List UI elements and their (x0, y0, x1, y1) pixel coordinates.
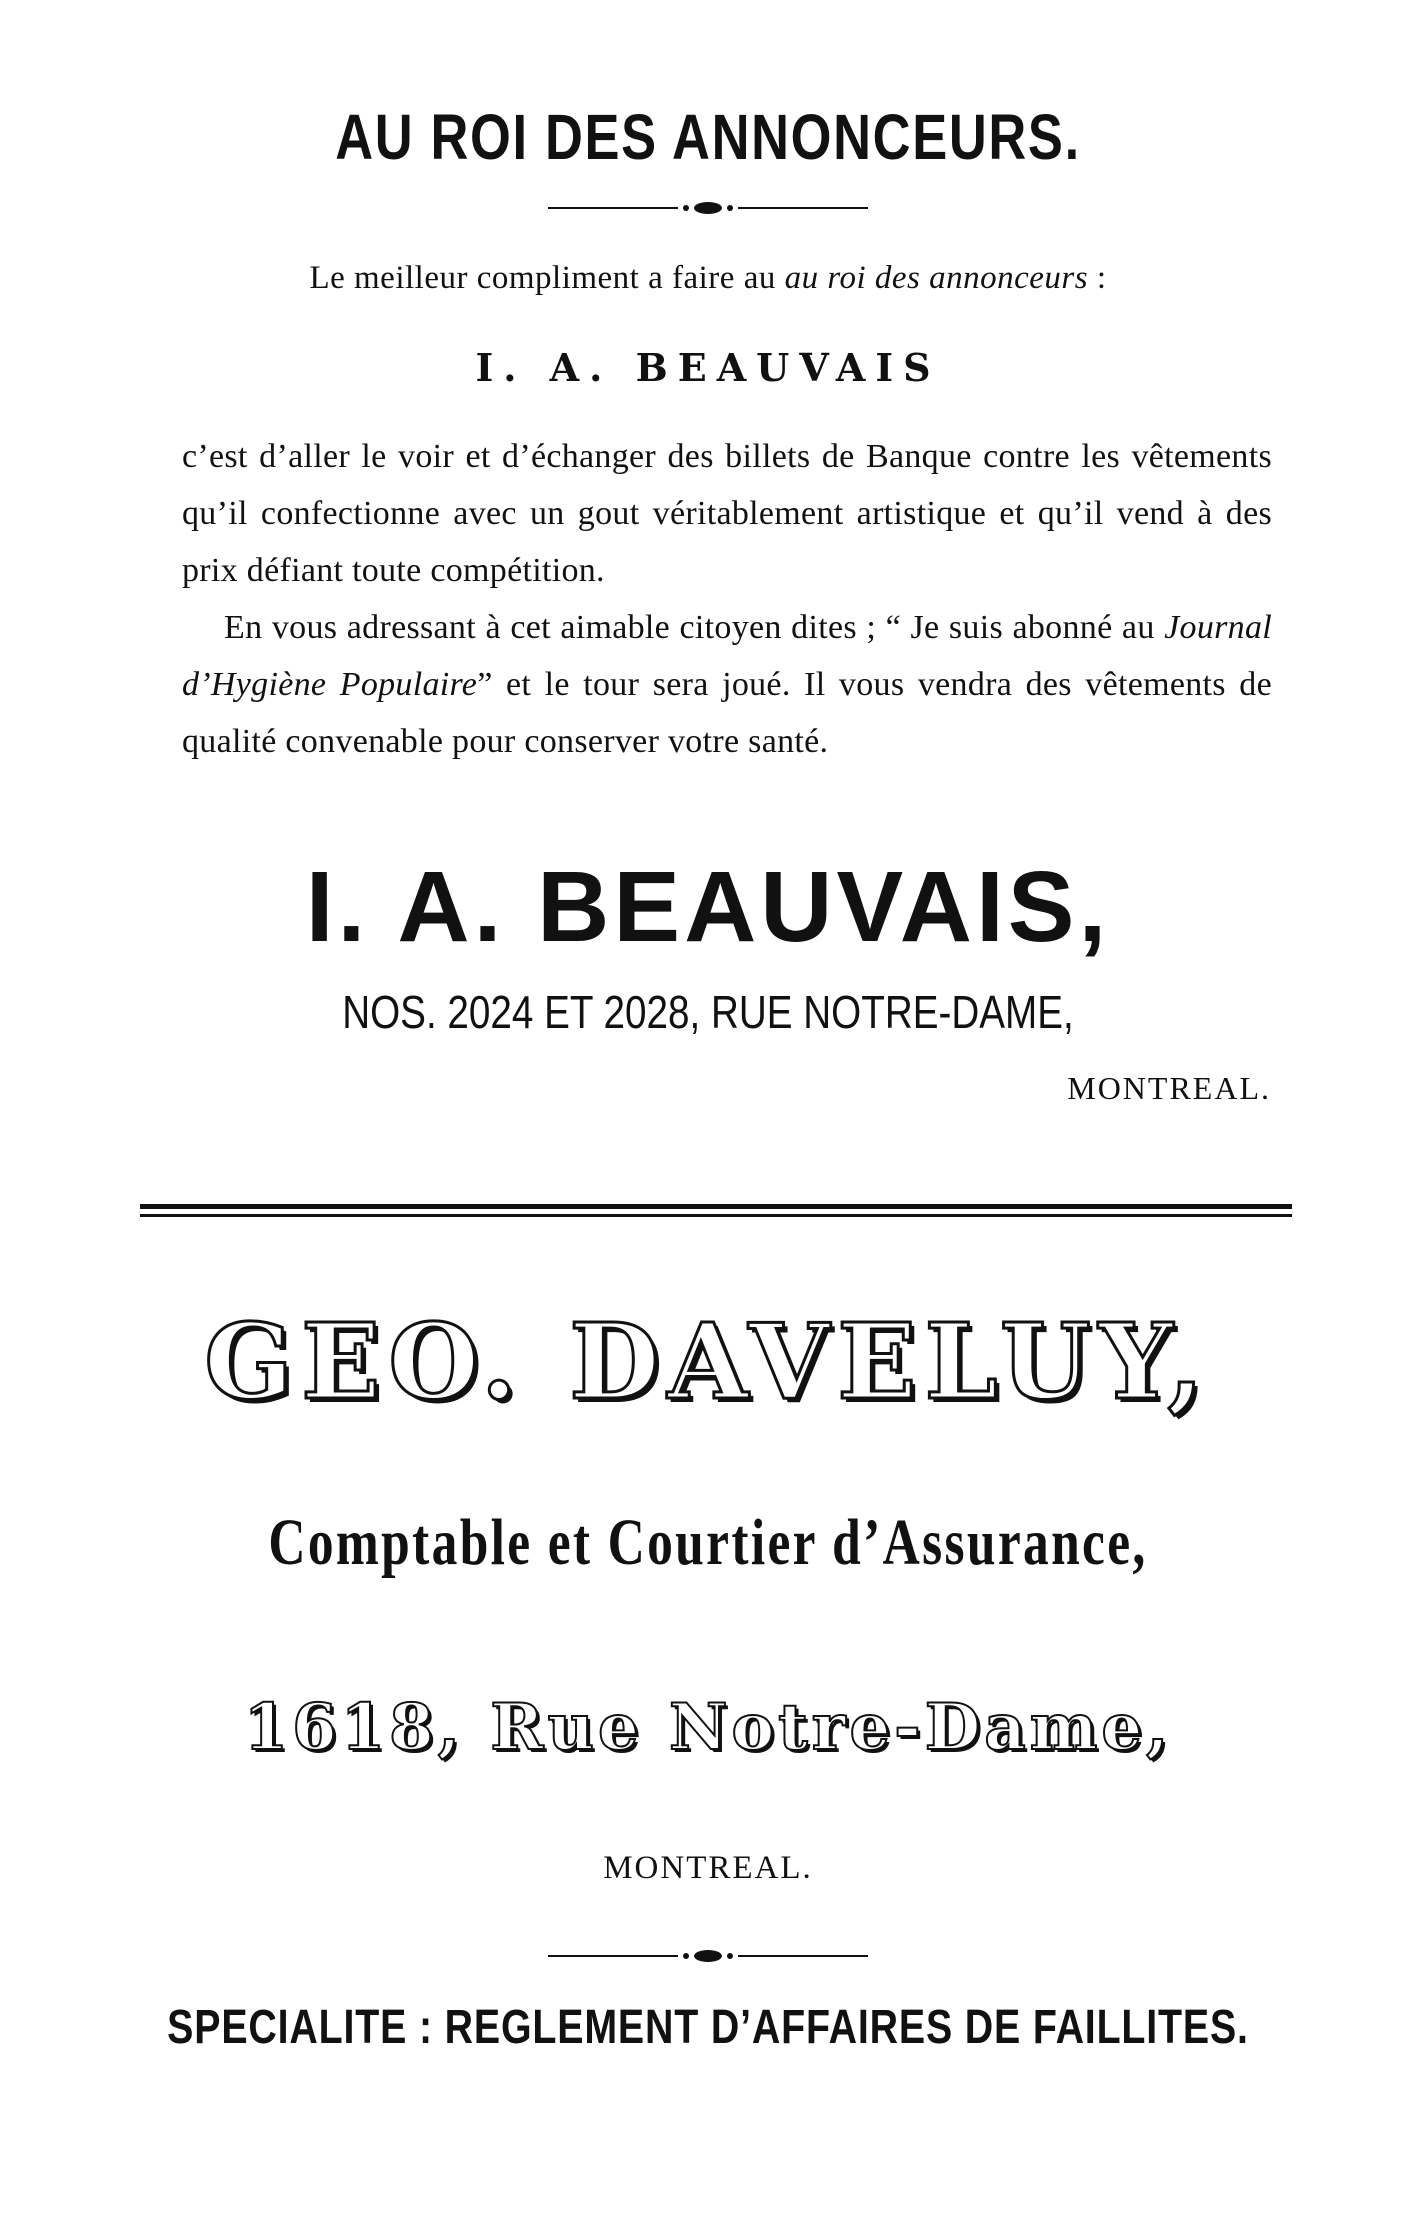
merchant-city: MONTREAL. (1067, 1070, 1271, 1106)
intro-line (0, 260, 1416, 297)
specialty-line: SPECIALITE : REGLEMENT D’AFFAIRES DE FAILLITES. (167, 2001, 1249, 2054)
intro-italic-text: au roi des annonceurs (784, 260, 1089, 296)
paragraph-2-start: En vous adressant à cet aimable citoyen dites ; “ Je suis abonné au (224, 609, 1165, 646)
accountant-name: GEO. DAVELUY, (204, 1300, 1212, 1423)
paragraph-2 (182, 599, 1272, 770)
journal-title: Journal d’Hygiène Populaire (182, 609, 1272, 703)
merchant-name-small: I. A. BEAUVAIS (475, 345, 941, 390)
merchant-address: NOS. 2024 ET 2028, RUE NOTRE-DAME, (342, 986, 1074, 1038)
paragraph-1: c’est d’aller le voir et d’échanger des billets de Banque contre les vêtements qu’il confectionne avec un gout véritablement artistique et qu’il vend à des prix défiant toute compétition. (182, 438, 1272, 589)
advertisement-body (182, 428, 1272, 770)
ornament-rule-icon (548, 198, 868, 218)
double-rule-divider (140, 1204, 1292, 1218)
accountant-city: MONTREAL. (603, 1850, 813, 1886)
headline: AU ROI DES ANNONCEURS. (335, 101, 1081, 173)
intro-text: Le meilleur compliment a faire au (309, 260, 785, 296)
paragraph-2-end: ” et le tour sera joué. Il vous vendra des vêtements de qualité convenable pour conserver votre santé. (182, 666, 1272, 760)
divider-thin-line (140, 1214, 1292, 1217)
merchant-name-large: I. A. BEAUVAIS, (305, 851, 1111, 963)
accountant-address: 1618, Rue Notre-Dame, (243, 1690, 1173, 1765)
divider-thick-line (140, 1204, 1292, 1209)
accountant-role: Comptable et Courtier d’Assurance, (268, 1506, 1148, 1579)
ornament-rule-icon (548, 1946, 868, 1966)
intro-end: : (1088, 260, 1107, 296)
